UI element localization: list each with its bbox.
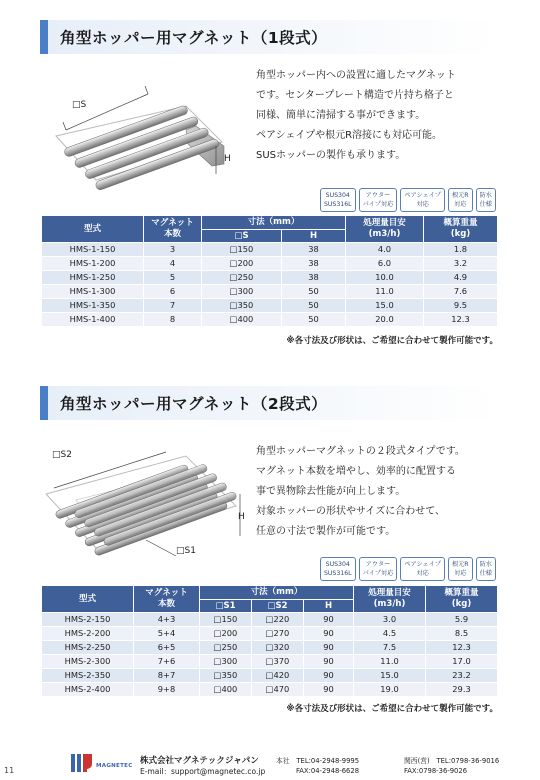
page-number: 11 <box>4 766 15 775</box>
description-line: 角型ホッパーマグネットの２段式タイプです。 <box>256 446 465 457</box>
description-line: 事で異物除去性能が向上します。 <box>256 486 406 497</box>
honsha-fax: FAX:04-2948-6628 <box>296 767 360 775</box>
table-row: HMS-1-300 6 □300 50 11.0 7.6 <box>42 285 498 299</box>
section1-description <box>256 66 456 166</box>
header-dim-h: H <box>282 230 346 243</box>
page-footer <box>0 748 540 780</box>
table-row: HMS-1-350 7 □350 50 15.0 9.5 <box>42 299 498 313</box>
table-row: HMS-2-350 8+7 □350 □420 90 15.0 23.2 <box>42 669 498 683</box>
section2-header <box>40 386 496 420</box>
section2-product-illustration <box>36 444 250 564</box>
description-line: 角型ホッパー内への設置に適したマグネット <box>256 70 456 81</box>
badge-root-r: 根元R 対応 <box>448 557 473 581</box>
header-magnet-count: マグネット 本数 <box>134 586 200 613</box>
header-dimensions: 寸法（mm） <box>200 586 354 600</box>
kansai-tel: 関西(営) TEL:0798-36-9016 <box>404 757 500 765</box>
badge-sus: SUS304 SUS316L <box>320 188 356 212</box>
section1-feature-badges <box>320 188 496 212</box>
badge-outer-pipe: アウター パイプ対応 <box>359 188 398 212</box>
badge-outer-pipe: アウター パイプ対応 <box>359 557 398 581</box>
badge-waterproof: 防水 仕様 <box>476 188 496 212</box>
table-row: HMS-1-400 8 □400 50 20.0 12.3 <box>42 313 498 327</box>
table-row: HMS-2-150 4+3 □150 □220 90 3.0 5.9 <box>42 613 498 627</box>
section2-description <box>256 442 465 542</box>
badge-root-r: 根元R 対応 <box>448 188 473 212</box>
description-line: ペアシェイプや根元R溶接にも対応可能。 <box>256 130 443 141</box>
header-dim-s: □S <box>202 230 282 243</box>
table-row: HMS-1-150 3 □150 38 4.0 1.8 <box>42 243 498 257</box>
badge-pair-shape: ペアシェイプ 対応 <box>400 557 445 581</box>
company-name: 株式会社マグネテックジャパン <box>140 756 259 766</box>
table-row: HMS-2-200 5+4 □200 □270 90 4.5 8.5 <box>42 627 498 641</box>
section1-dim-s-label: □S <box>72 100 87 110</box>
section2-note: ※各寸法及び形状は、ご希望に合わせて製作可能です。 <box>286 704 498 714</box>
logo-wordmark: MAGNETEC <box>96 763 133 769</box>
header-magnet-count: マグネット 本数 <box>144 216 202 243</box>
contact-email[interactable]: E-mail：support@magnetec.co.jp <box>140 767 266 776</box>
header-dim-s2: □S2 <box>252 600 304 613</box>
section1-header <box>40 20 496 54</box>
section1-accent-bar <box>40 20 48 54</box>
magnetec-logo-icon <box>70 752 94 774</box>
section1-spec-table <box>41 215 498 327</box>
table-row: HMS-2-250 6+5 □250 □320 90 7.5 12.3 <box>42 641 498 655</box>
description-line: 同様、簡単に清掃する事ができます。 <box>256 110 426 121</box>
section2-spec-table <box>41 585 498 697</box>
section2-dim-h-label: H <box>238 512 245 522</box>
section2-accent-bar <box>40 386 48 420</box>
header-capacity: 処理量目安 (m3/h) <box>346 216 424 243</box>
section2-feature-badges <box>320 557 496 581</box>
description-line: です。センタープレート構造で片持ち格子と <box>256 90 454 101</box>
badge-pair-shape: ペアシェイプ 対応 <box>400 188 445 212</box>
description-line: SUSホッパーの製作も承ります。 <box>256 150 406 161</box>
header-dim-h: H <box>304 600 354 613</box>
header-dimensions: 寸法（mm） <box>202 216 346 230</box>
section1-dim-h-label: H <box>224 154 231 164</box>
honsha-tel: 本社 TEL:04-2948-9995 <box>276 757 360 765</box>
section1-note: ※各寸法及び形状は、ご希望に合わせて製作可能です。 <box>286 336 498 346</box>
description-line: マグネット本数を増やし、効率的に配置する <box>256 466 456 477</box>
badge-waterproof: 防水 仕様 <box>476 557 496 581</box>
table-row: HMS-2-400 9+8 □400 □470 90 19.0 29.3 <box>42 683 498 697</box>
header-weight: 概算重量 (kg) <box>426 586 498 613</box>
description-line: 対象ホッパーの形状やサイズに合わせて、 <box>256 506 445 517</box>
header-dim-s1: □S1 <box>200 600 252 613</box>
table-row: HMS-2-300 7+6 □300 □370 90 11.0 17.0 <box>42 655 498 669</box>
badge-sus: SUS304 SUS316L <box>320 557 356 581</box>
header-model: 型式 <box>42 586 134 613</box>
section2-title: 角型ホッパー用マグネット（2段式） <box>60 395 328 413</box>
section2-dim-s1-label: □S1 <box>176 546 196 556</box>
table-row: HMS-1-200 4 □200 38 6.0 3.2 <box>42 257 498 271</box>
kansai-fax: FAX:0798-36-9026 <box>404 767 468 775</box>
description-line: 任意の寸法で製作が可能です。 <box>256 526 396 537</box>
header-capacity: 処理量目安 (m3/h) <box>354 586 426 613</box>
section1-product-illustration <box>36 84 246 194</box>
table-row: HMS-1-250 5 □250 38 10.0 4.9 <box>42 271 498 285</box>
header-model: 型式 <box>42 216 144 243</box>
section1-title: 角型ホッパー用マグネット（1段式） <box>60 29 328 47</box>
section2-dim-s2-label: □S2 <box>52 450 72 460</box>
header-weight: 概算重量 (kg) <box>424 216 498 243</box>
